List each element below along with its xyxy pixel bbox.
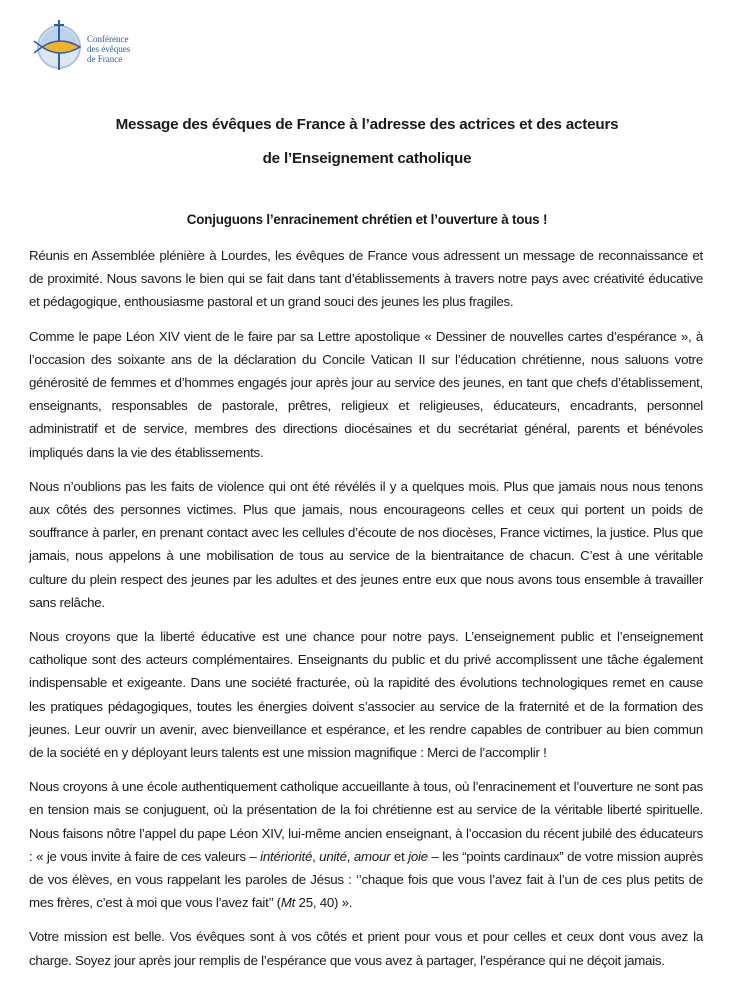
- paragraph-6: Votre mission est belle. Vos évêques sont à vos côtés et prient pour vous et pour celles et ceux dont vous avez la charge. Soyez jour après jour remplis de l’espérance que vous avez à partager, l’espérance qui ne déçoit jamais.: [29, 929, 703, 968]
- paragraph-5-text-c: 25, 40) ».: [295, 895, 353, 911]
- emphasis-unite: unité: [319, 848, 347, 864]
- paragraph-4: Nous croyons que la liberté éducative est une chance pour notre pays. L’enseignement public et l’enseignement catholique sont des acteurs complémentaires. Enseignants du public et du privé accomplissent une tâche également indispensable et exigeante. Dans une société fracturée, où la rapidité des évolutions technologiques remet en cause les pratiques pédagogiques, toutes les énergies doivent s’associer au service de la fraternité et de la formation des jeunes. Leur ouvrir un avenir, avec bienveillance et espérance, et les rendre capables de contribuer au bien commun de la société en y déployant leurs talents est une mission magnifique : Merci de l’accomplir !: [29, 629, 703, 761]
- document-subtitle: Conjuguons l’enracinement chrétien et l’ouverture à tous !: [186, 212, 548, 227]
- emphasis-amour: amour: [353, 848, 391, 864]
- separator: et: [390, 848, 409, 864]
- paragraph-5-text-b: – les “points cardinaux” de votre mission auprès de vos élèves, en vous rappelant les paroles de Jésus : ‘’chaque fois que vous l’avez fait à l’un de ces plus petits de mes frères, c’est à moi que vous l’avez fait’’ (: [29, 848, 704, 911]
- separator: ,: [346, 848, 354, 864]
- logo-line-3: de France: [87, 54, 123, 64]
- logo-line-2: des évêques: [87, 44, 131, 54]
- paragraph-3: Nous n’oublions pas les faits de violence qui ont été révélés il y a quelques mois. Plus que jamais nous nous tenons aux côtés des personnes victimes. Plus que jamais, nous encourageons celles et ceux qui portent un poids de souffrance à parler, en prenant contact avec les cellules d’écoute de nos diocèses, France victimes, la justice. Plus que jamais, nous appelons à une mobilisation de tous au service de la bientraitance de chacun. C’est à une véritable culture du plein respect des jeunes par les adultes et des jeunes entre eux que nous avons tous ensemble à travailler sans relâche.: [29, 478, 703, 610]
- paragraph-5: [29, 775, 703, 914]
- logo-wordmark: [87, 34, 130, 64]
- emphasis-joie: joie: [408, 848, 428, 864]
- citation-mt: Mt: [280, 895, 296, 911]
- separator: ,: [312, 848, 320, 864]
- fish-cross-globe-icon: [30, 14, 86, 74]
- emphasis-interiorite: intériorité: [260, 848, 313, 864]
- cef-logo: [30, 14, 180, 74]
- document-title-line-1: Message des évêques de France à l’adresse des actrices et des acteurs: [115, 116, 619, 133]
- paragraph-1: Réunis en Assemblée plénière à Lourdes, les évêques de France vous adressent un message de reconnaissance et de proximité. Nous savons le bien qui se fait dans tant d’établissements à travers notre pays avec créativité éducative et pédagogique, enthousiasme pastoral et un grand souci des jeunes les plus fragiles.: [29, 248, 703, 310]
- paragraph-5-text-a: Nous croyons à une école authentiquement catholique accueillante à tous, où l’enracinement et l’ouverture ne sont pas en tension mais se conjuguent, où la présentation de la foi chrétienne est au service de la véritable liberté spirituelle. Nous faisons nôtre l’appel du pape Léon XIV, lui-même ancien enseignant, à l’occasion du récent jubilé des éducateurs : « je vous invite à faire de ces valeurs –: [29, 779, 703, 864]
- document-body: [29, 244, 703, 983]
- logo-line-1: Conférence: [87, 34, 129, 44]
- paragraph-2: Comme le pape Léon XIV vient de le faire par sa Lettre apostolique « Dessiner de nouvelles cartes d’espérance », à l’occasion des soixante ans de la déclaration du Concile Vatican II sur l’éducation chrétienne, nous saluons votre générosité de femmes et d’hommes engagés jour après jour au service des jeunes, en tant que chefs d’établissement, enseignants, responsables de pastorale, prêtres, religieux et religieuses, éducateurs, encadrants, personnel administratif et de service, membres des directions diocésaines et du secrétariat général, parents et bénévoles impliqués dans la vie des établissements.: [29, 328, 703, 460]
- document-title-line-2: de l’Enseignement catholique: [262, 150, 472, 167]
